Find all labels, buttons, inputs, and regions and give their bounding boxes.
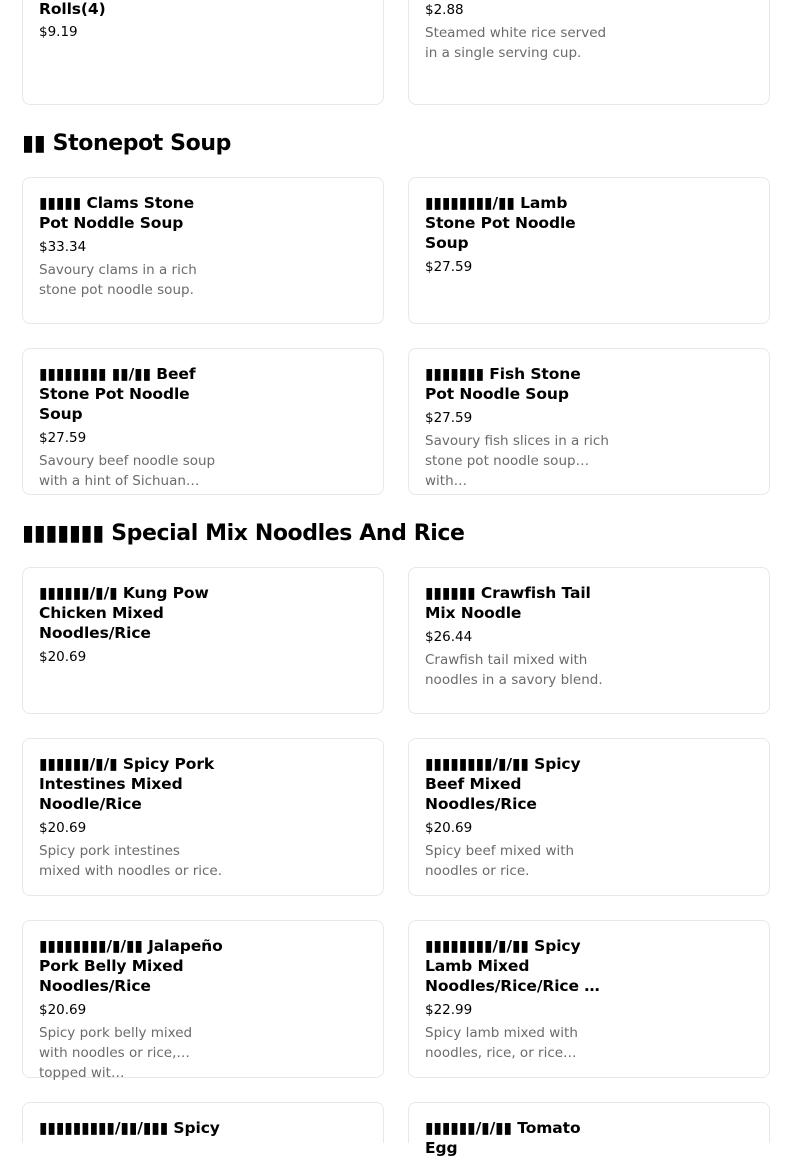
item-description: Spicy pork intestines mixed with noodles or rice. bbox=[39, 843, 223, 879]
item-price: $20.69 bbox=[39, 649, 87, 665]
item-price: $26.44 bbox=[425, 629, 473, 645]
item-name: ▮▮▮▮▮ Clams Stone Pot Noddle Soup bbox=[39, 194, 195, 232]
item-name: ▮▮▮▮▮▮/▮/▮▮ Tomato Egg bbox=[425, 1119, 581, 1157]
item-name: ▮▮▮▮▮▮▮▮ ▮▮/▮▮ Beef Stone Pot Noodle Soup bbox=[39, 365, 196, 423]
item-price: $2.88 bbox=[425, 2, 464, 18]
menu-item-card[interactable] bbox=[22, 0, 384, 105]
item-description: Savoury beef noodle soup with a hint of Sichuan… bbox=[39, 453, 216, 489]
menu-item-card[interactable] bbox=[408, 1102, 770, 1157]
item-name: ▮▮▮▮▮▮▮▮/▮/▮▮ Jalapeño Pork Belly Mixed Noodles/Rice bbox=[39, 937, 223, 995]
item-name: Rolls(4) bbox=[39, 0, 106, 18]
item-description: Savoury clams in a rich stone pot noodle soup. bbox=[39, 262, 197, 298]
menu-item-card[interactable] bbox=[22, 348, 384, 495]
menu-item-card[interactable] bbox=[22, 1102, 384, 1143]
menu-item-card[interactable] bbox=[408, 348, 770, 495]
item-name: ▮▮▮▮▮▮/▮/▮ Spicy Pork Intestines Mixed Noodle/Rice bbox=[39, 755, 215, 813]
item-price: $27.59 bbox=[425, 410, 473, 426]
menu-item-card[interactable] bbox=[408, 177, 770, 324]
menu-item-card[interactable] bbox=[408, 0, 770, 105]
item-name: ▮▮▮▮▮▮▮▮/▮/▮▮ Spicy Beef Mixed Noodles/Rice bbox=[425, 755, 581, 813]
item-description: Crawfish tail mixed with noodles in a savory blend. bbox=[425, 652, 603, 688]
item-name: ▮▮▮▮▮▮▮▮/▮/▮▮ Spicy Lamb Mixed Noodles/Rice/Rice … bbox=[425, 937, 600, 995]
item-description: Savoury fish slices in a rich stone pot noodle soup with… bbox=[425, 433, 609, 489]
item-price: $27.59 bbox=[425, 259, 473, 275]
item-name: ▮▮▮▮▮▮▮▮/▮▮ Lamb Stone Pot Noodle Soup bbox=[425, 194, 576, 252]
item-price: $9.19 bbox=[39, 24, 78, 40]
item-price: $27.59 bbox=[39, 430, 87, 446]
item-description: Steamed white rice served in a single serving cup. bbox=[425, 25, 607, 61]
item-description: Spicy lamb mixed with noodles, rice, or rice… bbox=[425, 1025, 578, 1061]
menu-item-card[interactable] bbox=[22, 567, 384, 714]
menu-item-card[interactable] bbox=[22, 920, 384, 1081]
item-price: $22.99 bbox=[425, 1002, 473, 1018]
item-description: Spicy pork belly mixed with noodles or rice, topped wit… bbox=[39, 1025, 193, 1081]
menu-item-card[interactable] bbox=[22, 738, 384, 896]
item-price: $20.69 bbox=[39, 1002, 87, 1018]
menu-item-card[interactable] bbox=[408, 920, 770, 1078]
menu-item-card[interactable] bbox=[408, 567, 770, 714]
item-price: $20.69 bbox=[39, 820, 87, 836]
menu-item-card[interactable] bbox=[408, 738, 770, 896]
item-description: Spicy beef mixed with noodles or rice. bbox=[425, 843, 575, 879]
section-title-special-mix-noodles: ▮▮▮▮▮▮▮ Special Mix Noodles And Rice bbox=[22, 521, 465, 546]
item-name: ▮▮▮▮▮▮/▮/▮ Kung Pow Chicken Mixed Noodles/Rice bbox=[39, 584, 209, 642]
item-name: ▮▮▮▮▮▮▮ Fish Stone Pot Noodle Soup bbox=[425, 365, 581, 403]
item-name: ▮▮▮▮▮▮ Crawfish Tail Mix Noodle bbox=[425, 584, 591, 622]
item-price: $33.34 bbox=[39, 239, 87, 255]
item-price: $20.69 bbox=[425, 820, 473, 836]
item-name: ▮▮▮▮▮▮▮▮▮/▮▮/▮▮▮ Spicy bbox=[39, 1119, 220, 1137]
menu-item-card[interactable] bbox=[22, 177, 384, 324]
section-title-stonepot-soup: ▮▮ Stonepot Soup bbox=[22, 131, 231, 156]
